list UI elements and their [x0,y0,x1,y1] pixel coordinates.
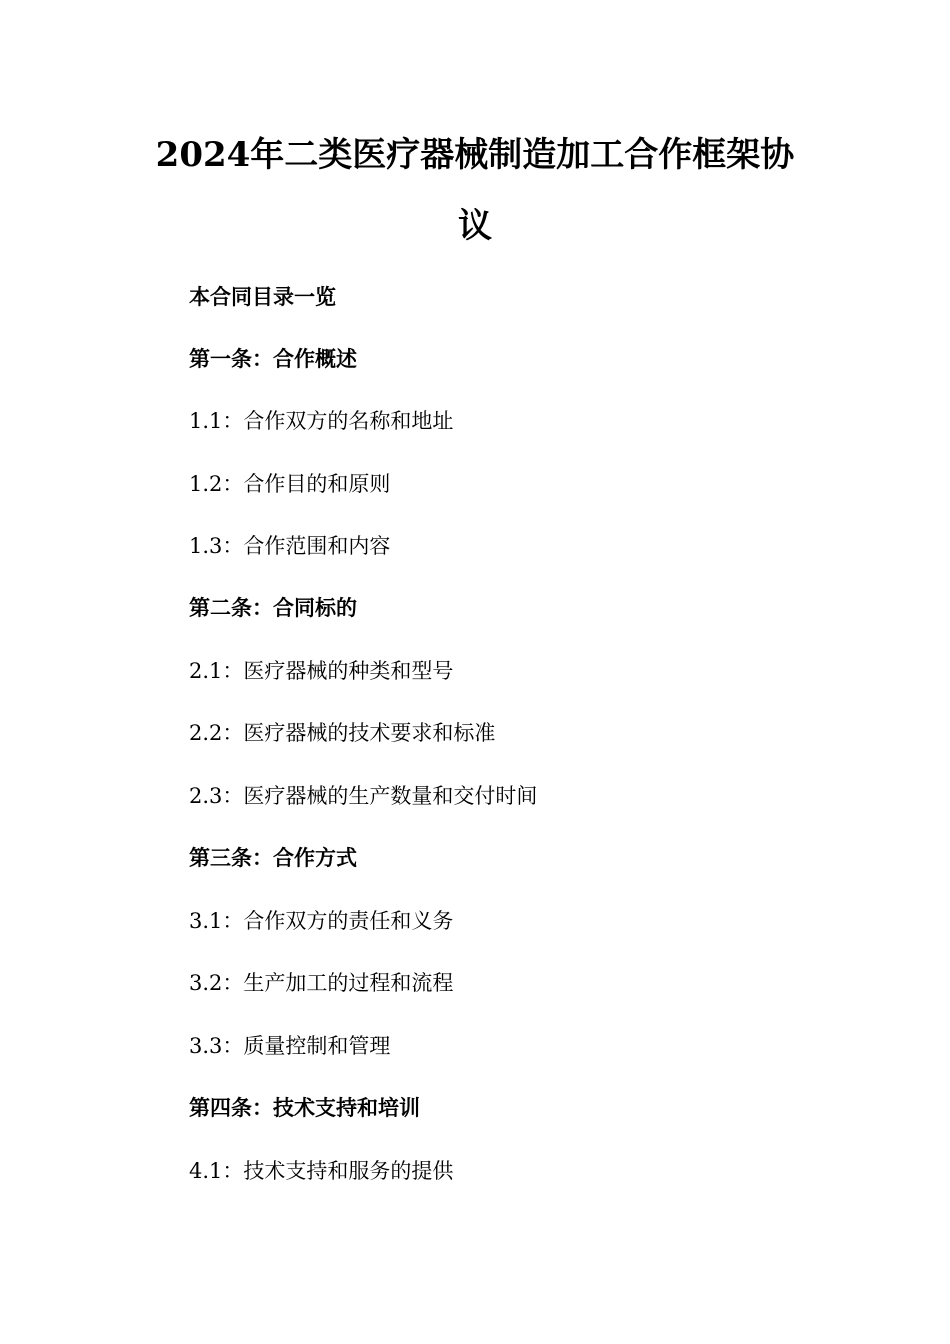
toc-item-3-2: 3.2：生产加工的过程和流程 [189,971,454,995]
document-title-line-2: 议 [458,206,492,246]
toc-article-4: 第四条：技术支持和培训 [189,1096,420,1120]
toc-item-3-1: 3.1：合作双方的责任和义务 [189,909,454,933]
toc-item-2-1: 2.1：医疗器械的种类和型号 [189,659,454,683]
toc-item-1-1: 1.1：合作双方的名称和地址 [189,409,454,433]
toc-article-3: 第三条：合作方式 [189,846,357,870]
toc-item-4-1: 4.1：技术支持和服务的提供 [189,1159,454,1183]
document-title-line-1: 2024年二类医疗器械制造加工合作框架协 [155,135,795,175]
toc-item-3-3: 3.3：质量控制和管理 [189,1034,391,1058]
toc-article-1: 第一条：合作概述 [189,347,357,371]
toc-article-2: 第二条：合同标的 [189,596,357,620]
toc-heading-overview: 本合同目录一览 [189,285,336,309]
toc-item-1-3: 1.3：合作范围和内容 [189,534,391,558]
toc-item-2-3: 2.3：医疗器械的生产数量和交付时间 [189,784,538,808]
toc-item-2-2: 2.2：医疗器械的技术要求和标准 [189,721,496,745]
toc-item-1-2: 1.2：合作目的和原则 [189,472,391,496]
